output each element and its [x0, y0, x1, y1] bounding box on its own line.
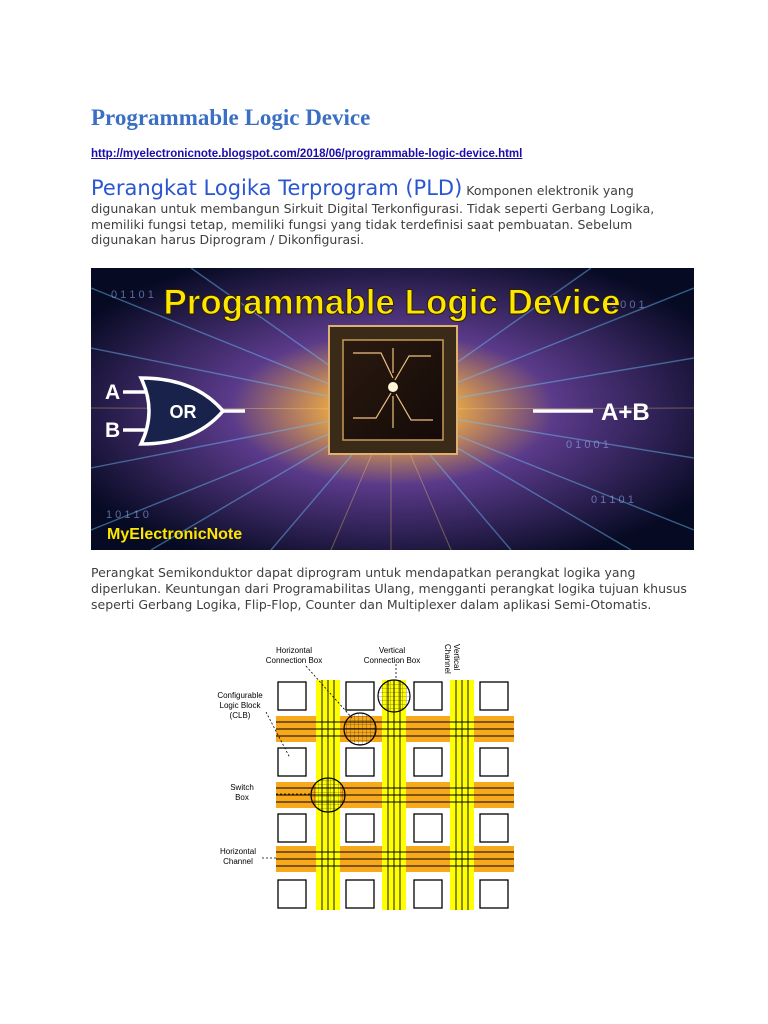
- label-clb-3: (CLB): [229, 711, 251, 720]
- body-paragraph: Perangkat Semikonduktor dapat diprogram untuk mendapatkan perangkat logika yang diperlukan. Keuntungan dari Programabilitas Ulang, mengganti perangkat logika tujuan khusus seperti Gerbang Logika, Flip-Flop, Counter dan Multiplexer dalam aplikasi Semi-Otomatis.: [91, 565, 687, 612]
- label-clb-1: Configurable: [217, 691, 263, 700]
- label-switch-box-1: Switch: [230, 783, 254, 792]
- label-vertical-connection-box-1: Vertical: [378, 646, 406, 655]
- fpga-architecture-diagram: [210, 640, 530, 912]
- label-switch-box-2: Box: [235, 793, 249, 802]
- label-horizontal-channel-2: Channel: [223, 857, 253, 866]
- svg-text:0 1 1 0 1: 0 1 1 0 1: [591, 494, 634, 506]
- page-title: Programmable Logic Device: [91, 105, 371, 130]
- label-horizontal-connection-box-2: Connection Box: [265, 656, 323, 665]
- svg-text:1 0 0 1: 1 0 0 1: [611, 299, 645, 311]
- banner-input-b: B: [105, 419, 121, 442]
- label-clb-2: Logic Block: [219, 701, 261, 710]
- svg-text:1 0 1 1 0: 1 0 1 1 0: [106, 509, 149, 521]
- label-vertical-channel-1: Vertical: [452, 644, 461, 671]
- banner-watermark: MyElectronicNote: [107, 526, 243, 543]
- banner-input-a: A: [105, 381, 121, 404]
- svg-text:0 1 1 0 1: 0 1 1 0 1: [111, 289, 154, 301]
- svg-text:0 1 0 0 1: 0 1 0 0 1: [566, 439, 609, 451]
- intro-paragraph: [91, 175, 693, 248]
- label-vertical-connection-box-2: Connection Box: [363, 656, 421, 665]
- label-vertical-channel-2: Channel: [443, 644, 452, 674]
- source-link[interactable]: http://myelectronicnote.blogspot.com/2018/06/programmable-logic-device.html: [91, 148, 523, 160]
- intro-text: Komponen elektronik yang digunakan untuk membangun Sirkuit Digital Terkonfigurasi. Tidak seperti Gerbang Logika, memiliki fungsi tetap, memiliki fungsi yang tidak terdefinisi saat pembuatan. Sebelum digunakan harus Diprogram / Dikonfigurasi.: [91, 183, 655, 247]
- banner-output: A+B: [601, 399, 650, 426]
- banner-gate-label: OR: [169, 402, 197, 422]
- banner-image: [91, 268, 694, 550]
- banner-headline: Progammable Logic Device: [163, 283, 621, 322]
- label-horizontal-connection-box-1: Horizontal: [275, 646, 313, 655]
- label-horizontal-channel-1: Horizontal: [219, 847, 257, 856]
- pld-term-heading: Perangkat Logika Terprogram (PLD): [91, 176, 463, 200]
